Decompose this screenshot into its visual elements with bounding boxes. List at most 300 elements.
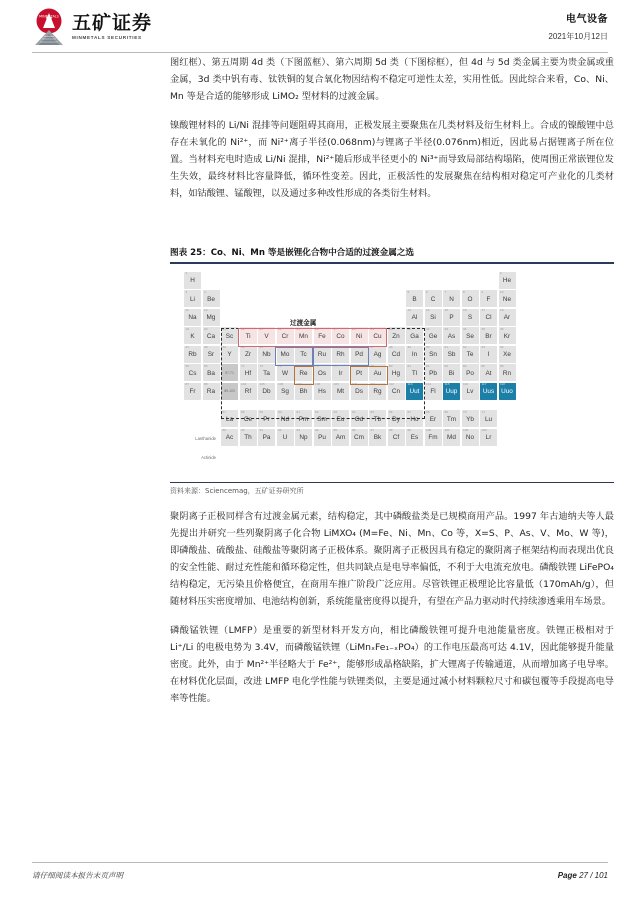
element-cell-he <box>499 272 516 289</box>
element-symbol: 57-71 <box>225 370 234 375</box>
element-symbol: He <box>502 277 512 285</box>
element-atomic-number: 93 <box>296 428 300 433</box>
element-cell-ra <box>203 383 220 400</box>
element-cell-rh <box>332 346 349 363</box>
element-atomic-number: 25 <box>296 326 300 331</box>
element-atomic-number: 23 <box>259 326 263 331</box>
element-symbol: Pb <box>429 369 437 377</box>
element-atomic-number: 106 <box>278 382 284 387</box>
element-atomic-number: 63 <box>333 409 337 414</box>
element-cell-empty <box>221 290 238 307</box>
element-atomic-number: 102 <box>463 428 469 433</box>
element-cell-u <box>277 429 294 446</box>
element-cell-am <box>332 429 349 446</box>
element-cell-empty <box>332 309 349 326</box>
element-atomic-number: 46 <box>352 345 356 350</box>
element-cell-er <box>425 410 442 427</box>
element-symbol: S <box>467 314 473 322</box>
element-atomic-number: 78 <box>352 363 356 368</box>
element-cell-ds <box>351 383 368 400</box>
element-cell-rg <box>369 383 386 400</box>
element-atomic-number: 90 <box>241 428 245 433</box>
element-cell-uuo <box>499 383 516 400</box>
element-symbol: Ce <box>243 415 253 423</box>
element-symbol: Tm <box>446 415 457 423</box>
periodic-row-4 <box>184 327 517 344</box>
element-cell-empty <box>369 290 386 307</box>
element-cell-empty <box>221 272 238 289</box>
element-cell-empty <box>258 272 275 289</box>
element-cell-mg <box>203 309 220 326</box>
element-cell-md <box>443 429 460 446</box>
element-cell-empty <box>277 272 294 289</box>
element-symbol: H <box>190 277 195 285</box>
element-cell-np <box>295 429 312 446</box>
element-atomic-number: 65 <box>370 409 374 414</box>
element-cell-na <box>184 309 201 326</box>
element-cell-empty <box>332 272 349 289</box>
element-atomic-number: 45 <box>333 345 337 350</box>
element-atomic-number: 112 <box>389 382 394 387</box>
element-atomic-number: 88 <box>204 382 208 387</box>
element-atomic-number: 50 <box>426 345 430 350</box>
element-cell-empty <box>425 272 442 289</box>
element-cell-pd <box>351 346 368 363</box>
element-cell-empty <box>295 272 312 289</box>
element-cell-empty <box>443 272 460 289</box>
element-symbol: Nb <box>262 351 271 359</box>
element-cell-pb <box>425 364 442 381</box>
element-symbol: Tc <box>300 351 307 359</box>
element-cell-c <box>425 290 442 307</box>
element-symbol: Hf <box>244 369 252 377</box>
element-symbol: Sg <box>281 388 289 396</box>
element-cell-po <box>462 364 479 381</box>
element-cell-ga <box>406 327 423 344</box>
element-symbol: Ga <box>410 332 419 340</box>
element-symbol: Hg <box>391 369 401 377</box>
element-symbol: Y <box>227 351 232 359</box>
header-meta <box>548 10 608 42</box>
element-cell-nd <box>277 410 294 427</box>
element-atomic-number: 116 <box>463 382 468 387</box>
element-cell-57-71 <box>221 364 238 381</box>
element-symbol: Sc <box>225 332 234 340</box>
element-symbol: Fr <box>189 388 196 396</box>
element-symbol: K <box>190 332 195 340</box>
element-cell-ce <box>240 410 257 427</box>
element-atomic-number: 86 <box>500 363 504 368</box>
element-cell-empty <box>240 309 257 326</box>
element-symbol: Si <box>430 314 436 322</box>
element-cell-ni <box>351 327 368 344</box>
element-symbol: 89-103 <box>224 389 235 394</box>
periodic-row-6 <box>184 364 517 381</box>
footer-disclaimer: 请仔细阅读本报告末页声明 <box>32 871 124 880</box>
element-cell-cl <box>480 309 497 326</box>
element-symbol: Po <box>466 369 474 377</box>
element-atomic-number: 48 <box>389 345 393 350</box>
element-atomic-number: 82 <box>426 363 430 368</box>
page-header <box>0 0 640 56</box>
element-cell-empty <box>351 272 368 289</box>
element-cell-fe <box>314 327 331 344</box>
element-cell-lu <box>480 410 497 427</box>
element-symbol: Cd <box>391 351 401 359</box>
element-symbol: P <box>449 314 454 322</box>
element-atomic-number: 108 <box>315 382 321 387</box>
element-cell-no <box>462 429 479 446</box>
element-cell-fm <box>425 429 442 446</box>
element-atomic-number: 61 <box>296 409 300 414</box>
element-atomic-number: 76 <box>315 363 319 368</box>
element-atomic-number: 41 <box>259 345 263 350</box>
element-atomic-number: 109 <box>333 382 339 387</box>
element-cell-empty <box>295 290 312 307</box>
element-cell-empty <box>388 290 405 307</box>
element-symbol: Ba <box>207 369 215 377</box>
element-cell-empty <box>369 272 386 289</box>
element-symbol: Uut <box>409 388 420 396</box>
element-cell-p <box>443 309 460 326</box>
element-cell-xe <box>499 346 516 363</box>
element-atomic-number: 11 <box>185 308 189 313</box>
element-symbol: Bh <box>299 388 308 396</box>
element-atomic-number: 17 <box>481 308 485 313</box>
row-indent-spacer <box>184 410 220 427</box>
element-atomic-number: 71 <box>481 409 485 414</box>
element-symbol: Er <box>429 415 437 423</box>
element-cell-pu <box>314 429 331 446</box>
element-cell-be <box>203 290 220 307</box>
element-symbol: Pa <box>262 434 271 442</box>
element-cell-hs <box>314 383 331 400</box>
element-atomic-number: 114 <box>426 382 431 387</box>
element-atomic-number: 19 <box>185 326 189 331</box>
element-symbol: Pt <box>355 369 363 377</box>
report-date: 2021年10月12日 <box>548 32 608 41</box>
element-cell-lv <box>462 383 479 400</box>
element-cell-zn <box>388 327 405 344</box>
element-symbol: Db <box>262 388 271 396</box>
paragraph-1: 图红框）、第五周期 4d 类（下图蓝框）、第六周期 5d 类（下图棕框），但 4d 与 5d 类金属主要为贵金属或重金属，3d 类中钒有毒、钛铁铜的复合氧化物因结构不稳定可逆性太差，实用性低。因此综合来看，Co、Ni、Mn 等是合适的能够形成 LiMO₂ 型材料的过渡金属。 <box>170 57 614 102</box>
element-symbol: Mn <box>299 332 308 340</box>
element-cell-empty <box>314 290 331 307</box>
element-cell-la <box>221 410 238 427</box>
element-symbol: Zn <box>392 332 400 340</box>
element-atomic-number: 54 <box>500 345 504 350</box>
element-symbol: Co <box>336 332 345 340</box>
element-atomic-number: 72 <box>241 363 245 368</box>
element-cell-cs <box>184 364 201 381</box>
element-atomic-number: 14 <box>426 308 430 313</box>
element-symbol: In <box>411 351 418 359</box>
footer-pagination <box>558 871 608 880</box>
periodic-table-gap <box>184 401 517 410</box>
element-symbol: V <box>264 332 269 340</box>
element-symbol: Ca <box>206 332 216 340</box>
element-symbol: Te <box>466 351 474 359</box>
element-cell-kr <box>499 327 516 344</box>
element-symbol: Lv <box>466 388 474 396</box>
element-atomic-number: 35 <box>481 326 485 331</box>
element-atomic-number: 113 <box>407 382 413 387</box>
element-atomic-number: 4 <box>204 289 206 294</box>
element-symbol: Ds <box>355 388 363 396</box>
element-symbol: Rn <box>502 369 512 377</box>
element-cell-uus <box>480 383 497 400</box>
element-cell-ge <box>425 327 442 344</box>
element-cell-cm <box>351 429 368 446</box>
element-cell-th <box>240 429 257 446</box>
figure-25 <box>170 246 614 496</box>
element-symbol: Rb <box>188 351 197 359</box>
element-symbol: Re <box>299 369 308 377</box>
element-symbol: Ni <box>355 332 363 340</box>
element-symbol: Mt <box>336 388 345 396</box>
figure-title: 图表 25：Co、Ni、Mn 等是嵌锂化合物中合适的过渡金属之选 <box>170 248 415 258</box>
element-cell-in <box>406 346 423 363</box>
minmetals-logo-icon <box>32 8 66 46</box>
element-atomic-number: 7 <box>444 289 447 294</box>
element-cell-pa <box>258 429 275 446</box>
element-atomic-number: 104 <box>241 382 247 387</box>
element-cell-at <box>480 364 497 381</box>
element-atomic-number: 105 <box>259 382 265 387</box>
element-symbol: Rh <box>336 351 345 359</box>
element-atomic-number: 33 <box>444 326 448 331</box>
element-atomic-number: 79 <box>370 363 374 368</box>
body-content-top <box>170 54 614 214</box>
element-symbol: Li <box>190 295 195 303</box>
element-symbol: F <box>486 295 491 303</box>
element-symbol: B <box>412 295 417 303</box>
transition-metal-label: 过渡金属 <box>290 318 317 327</box>
paragraph-2: 镍酸锂材料的 Li/Ni 混排等问题阻碍其商用，正极发展主要聚焦在几类材料及衍生材料上。合成的镍酸锂中总存在未氧化的 Ni²⁺，而 Ni²⁺离子半径(0.068nm)与锂离子半径(0.076nm)相近，因此易占据锂离子所在位置。当材料充电时造成 Li/Ni 混排，Ni²⁺随后形成半径更小的 Ni³⁺而导致局部结构塌陷，使周围正常嵌锂位发生失效，最终材料比容量降低，循环性变差。因此，正极活性的发展聚焦在结构相对稳定可产业化的几类材料，如钴酸锂、锰酸锂，以及通过多种改性形成的各类衍生材料。 <box>170 120 614 199</box>
actinide-series-label: Actinide <box>201 455 216 461</box>
element-symbol: Zr <box>244 351 252 359</box>
logo-name-en: MINMETALS SECURITIES <box>72 34 142 40</box>
element-symbol: Ti <box>245 332 251 340</box>
element-atomic-number: 74 <box>278 363 282 368</box>
element-atomic-number: 8 <box>463 289 465 294</box>
svg-text:MINMETALS: MINMETALS <box>39 14 59 19</box>
element-symbol: Ne <box>502 295 512 303</box>
element-atomic-number: 37 <box>185 345 189 350</box>
element-symbol: Pr <box>263 415 270 423</box>
element-symbol: O <box>467 295 473 303</box>
element-atomic-number: 60 <box>278 409 282 414</box>
element-atomic-number: 5 <box>407 289 410 294</box>
element-atomic-number: 89 <box>222 428 226 433</box>
element-atomic-number: 100 <box>426 428 432 433</box>
element-atomic-number: 56 <box>204 363 208 368</box>
element-atomic-number: 55 <box>185 363 189 368</box>
element-atomic-number: 26 <box>315 326 319 331</box>
element-atomic-number: 58 <box>241 409 245 414</box>
element-symbol: Cl <box>485 314 492 322</box>
element-symbol: Os <box>317 369 327 377</box>
element-atomic-number: 85 <box>481 363 485 368</box>
element-atomic-number: 53 <box>481 345 485 350</box>
element-atomic-number: 77 <box>333 363 337 368</box>
element-cell-ir <box>332 364 349 381</box>
element-atomic-number: 81 <box>407 363 411 368</box>
element-cell-tl <box>406 364 423 381</box>
element-cell-empty <box>351 309 368 326</box>
element-cell-n <box>443 290 460 307</box>
lanthanide-series-label: Lanthanide <box>195 435 216 441</box>
actinide-row <box>184 429 517 446</box>
element-atomic-number: 115 <box>444 382 450 387</box>
element-symbol: Fe <box>318 332 326 340</box>
element-cell-empty <box>240 272 257 289</box>
element-cell-empty <box>221 309 238 326</box>
element-symbol: Ge <box>428 332 438 340</box>
element-cell-gd <box>351 410 368 427</box>
element-cell-db <box>258 383 275 400</box>
element-cell-empty <box>351 290 368 307</box>
element-symbol: Uus <box>482 388 495 396</box>
element-atomic-number: 42 <box>278 345 282 350</box>
element-cell-fl <box>425 383 442 400</box>
element-cell-ca <box>203 327 220 344</box>
element-atomic-number: 117 <box>481 382 487 387</box>
element-atomic-number: 69 <box>444 409 448 414</box>
element-atomic-number: 24 <box>278 326 282 331</box>
element-atomic-number: 118 <box>500 382 505 387</box>
element-atomic-number: 95 <box>333 428 337 433</box>
element-cell-se <box>462 327 479 344</box>
element-atomic-number: 10 <box>500 289 504 294</box>
element-symbol: Uup <box>445 388 458 396</box>
element-atomic-number: 39 <box>222 345 226 350</box>
element-cell-mo <box>277 346 294 363</box>
element-cell-tb <box>369 410 386 427</box>
element-atomic-number: 66 <box>389 409 393 414</box>
element-symbol: Lu <box>484 415 493 423</box>
element-cell-ho <box>406 410 423 427</box>
element-atomic-number: 13 <box>407 308 411 313</box>
element-cell-ti <box>240 327 257 344</box>
element-cell-nb <box>258 346 275 363</box>
element-symbol: Hs <box>318 388 326 396</box>
element-cell-sr <box>203 346 220 363</box>
element-cell-hf <box>240 364 257 381</box>
element-atomic-number: 59 <box>259 409 263 414</box>
element-atomic-number: 64 <box>352 409 356 414</box>
paragraph-4: 磷酸锰铁锂（LMFP）是重要的新型材料开发方向，相比磷酸铁锂可提升电池能量密度。铁锂正极相对于 Li⁺/Li 的电极电势为 3.4V，而磷酸锰铁锂（LiMnₓFe₁₋ₓPO₄）的工作电压最高可达 4.1V，因此能够提升能量密度。此外，由于 Mn²⁺半径略大于 Fe²⁺，能够形成晶格缺陷，扩大锂离子传输通道，从而增加离子电导率。在材料优化层面，改进 LMFP 电化学性能与铁锂类似，主要是通过减小材料颗粒尺寸和碳包覆等手段提高电导率等性能。 <box>170 625 614 704</box>
element-atomic-number: 57 <box>222 409 226 414</box>
element-symbol: Sn <box>429 351 437 359</box>
element-symbol: Ho <box>410 415 419 423</box>
element-symbol: Th <box>244 434 252 442</box>
element-symbol: Tl <box>411 369 418 377</box>
logo-name-cn: 五矿证券 <box>72 11 153 34</box>
element-atomic-number: 98 <box>389 428 393 433</box>
element-symbol: Ru <box>317 351 327 359</box>
element-cell-li <box>184 290 201 307</box>
element-symbol: Au <box>373 369 382 377</box>
element-symbol: Gd <box>354 415 364 423</box>
element-cell-ba <box>203 364 220 381</box>
element-cell-pr <box>258 410 275 427</box>
element-symbol: Md <box>447 434 456 442</box>
element-symbol: Ra <box>206 388 216 396</box>
lanthanide-row <box>184 410 517 427</box>
element-symbol: Ar <box>503 314 511 322</box>
element-symbol: Mg <box>206 314 216 322</box>
element-cell-rn <box>499 364 516 381</box>
element-cell-o <box>462 290 479 307</box>
element-symbol: Pd <box>355 351 363 359</box>
body-content-bottom <box>170 508 614 719</box>
element-symbol: Cf <box>392 434 400 442</box>
periodic-row-7 <box>184 383 517 400</box>
element-cell-cf <box>388 429 405 446</box>
element-atomic-number: 36 <box>500 326 504 331</box>
element-cell-si <box>425 309 442 326</box>
element-atomic-number: 16 <box>463 308 467 313</box>
element-atomic-number: 83 <box>444 363 448 368</box>
element-atomic-number: 3 <box>185 289 188 294</box>
element-atomic-number: 2 <box>500 271 502 276</box>
element-symbol: Mo <box>280 351 290 359</box>
element-cell-es <box>406 429 423 446</box>
element-atomic-number: 30 <box>389 326 393 331</box>
element-symbol: As <box>447 332 456 340</box>
element-symbol: Rf <box>244 388 252 396</box>
element-atomic-number: 96 <box>352 428 356 433</box>
element-symbol: W <box>281 369 289 377</box>
element-cell-89-103 <box>221 383 238 400</box>
element-atomic-number: 20 <box>204 326 208 331</box>
element-symbol: C <box>430 295 436 303</box>
figure-body <box>170 264 614 479</box>
element-symbol: Tb <box>373 415 382 423</box>
element-cell-s <box>462 309 479 326</box>
element-symbol: Fm <box>428 434 438 442</box>
element-cell-k <box>184 327 201 344</box>
element-atomic-number: 12 <box>204 308 208 313</box>
element-symbol: Yb <box>466 415 474 423</box>
element-cell-i <box>480 346 497 363</box>
element-symbol: At <box>485 369 492 377</box>
element-symbol: Ta <box>263 369 270 377</box>
element-symbol: Cr <box>281 332 289 340</box>
element-atomic-number: 38 <box>204 345 208 350</box>
element-symbol: Eu <box>336 415 345 423</box>
element-symbol: No <box>465 434 475 442</box>
report-sector-title: 电气设备 <box>566 14 608 25</box>
periodic-row-5 <box>184 346 517 363</box>
element-cell-lr <box>480 429 497 446</box>
page-footer <box>32 870 608 881</box>
element-cell-uup <box>443 383 460 400</box>
element-cell-yb <box>462 410 479 427</box>
element-symbol: Pm <box>298 415 309 423</box>
element-cell-fr <box>184 383 201 400</box>
element-cell-h <box>184 272 201 289</box>
element-symbol: Rg <box>373 388 382 396</box>
element-symbol: Sb <box>447 351 456 359</box>
element-cell-ru <box>314 346 331 363</box>
element-atomic-number: 47 <box>370 345 374 350</box>
element-atomic-number: 27 <box>333 326 337 331</box>
element-symbol: U <box>282 434 288 442</box>
element-atomic-number: 1 <box>185 271 188 276</box>
element-symbol: Es <box>410 434 419 442</box>
